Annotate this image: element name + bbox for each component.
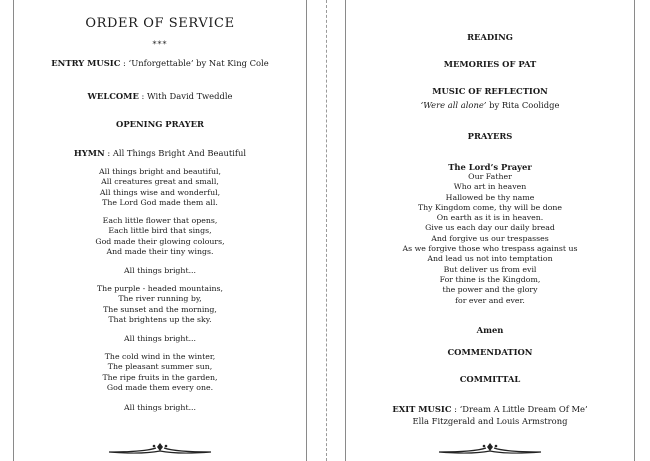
opening-prayer-heading: OPENING PRAYER — [116, 119, 204, 129]
verse-line: The sunset and the morning, — [103, 304, 217, 314]
hymn-label: HYMN — [73, 148, 105, 158]
commendation-heading: COMMENDATION — [447, 347, 533, 357]
prayers-heading: PRAYERS — [467, 131, 513, 141]
verse-line: All things bright... — [123, 403, 197, 412]
hymn-line — [14, 148, 306, 158]
verse-line: The pleasant summer sun, — [107, 362, 213, 372]
hymn-chorus-3 — [14, 403, 306, 413]
verse-line: The purple - headed mountains, — [96, 284, 223, 293]
verse-line: God made their glowing colours, — [95, 236, 225, 246]
prayer-line: Give us each day our daily bread — [425, 223, 555, 233]
welcome-text: With David Tweddle — [146, 91, 233, 101]
welcome-label: WELCOME — [87, 91, 139, 101]
prayer-line: For thine is the Kingdom, — [439, 274, 541, 284]
hymn-chorus-2 — [14, 334, 306, 344]
flourish-ornament — [346, 441, 634, 455]
center-fold-line — [326, 0, 327, 461]
welcome-sep: : — [138, 91, 147, 101]
verse-line: And made their tiny wings. — [106, 246, 214, 256]
exit-music-line — [346, 404, 634, 414]
hymn-verse-1 — [14, 167, 306, 208]
prayer-line: Hallowed be thy name — [445, 192, 535, 202]
exit-artists: Ella Fitzgerald and Louis Armstrong — [412, 416, 568, 426]
prayer-line: As we forgive those who trespass against us — [402, 244, 578, 254]
prayer-line: On earth as it is in heaven. — [436, 213, 544, 223]
exit-music-text: ‘Dream A Little Dream Of Me’ — [459, 404, 588, 414]
prayer-line: Our Father — [468, 172, 512, 181]
entry-music-text: ‘Unforgettable’ by Nat King Cole — [128, 58, 269, 68]
hymn-verse-2 — [14, 216, 306, 257]
verse-line: God made them every one. — [106, 382, 214, 392]
memories-heading: MEMORIES OF PAT — [443, 59, 537, 69]
flourish-ornament — [14, 441, 306, 455]
prayer-line: the power and the glory — [442, 285, 538, 295]
prayer-line: And lead us not into temptation — [427, 254, 553, 264]
verse-line: Each little bird that sings, — [108, 226, 212, 236]
lords-prayer-text — [346, 172, 634, 306]
hymn-sep: : — [104, 148, 113, 158]
prayer-line: Thy Kingdom come, thy will be done — [417, 202, 563, 212]
verse-line: The river running by, — [118, 294, 202, 304]
verse-line: The cold wind in the winter, — [104, 352, 216, 361]
verse-line: Each little flower that opens, — [102, 216, 218, 225]
left-page — [13, 0, 307, 461]
page-title: ORDER OF SERVICE — [85, 16, 235, 31]
right-page — [345, 0, 635, 461]
stars-separator: *** — [152, 40, 168, 49]
welcome-line — [14, 91, 306, 101]
prayer-line: for ever and ever. — [455, 295, 525, 305]
reflection-artist: by Rita Coolidge — [486, 100, 560, 110]
verse-line: That brightens up the sky. — [108, 314, 212, 324]
verse-line: All things bright... — [123, 334, 197, 343]
hymn-verse-4 — [14, 352, 306, 393]
verse-line: All things wise and wonderful, — [99, 187, 221, 197]
reflection-song: ‘Were all alone’ — [420, 100, 487, 110]
verse-line: The Lord God made them all. — [102, 197, 218, 207]
verse-line: The ripe fruits in the garden, — [102, 372, 218, 382]
reading-heading: READING — [467, 32, 513, 42]
prayer-line: And forgive us our trespasses — [431, 233, 549, 243]
lords-prayer-title: The Lord’s Prayer — [448, 162, 532, 172]
reflection-heading: MUSIC OF REFLECTION — [432, 86, 548, 96]
entry-music-sep: : — [120, 58, 129, 68]
committal-heading: COMMITTAL — [459, 374, 521, 384]
verse-line: All things bright... — [123, 266, 197, 275]
prayer-line: But deliver us from evil — [443, 264, 537, 274]
hymn-chorus-1 — [14, 266, 306, 276]
amen-text: Amen — [476, 325, 504, 335]
entry-music-line — [14, 58, 306, 68]
verse-line: All things bright and beautiful, — [99, 167, 221, 176]
exit-music-sep: : — [451, 404, 460, 414]
exit-music-label: EXIT MUSIC — [392, 404, 452, 414]
entry-music-label: ENTRY MUSIC — [51, 58, 121, 68]
verse-line: All creatures great and small, — [101, 177, 219, 187]
hymn-title: All Things Bright And Beautiful — [112, 148, 247, 158]
reflection-song-line — [346, 100, 634, 110]
hymn-verse-3 — [14, 284, 306, 325]
prayer-line: Who art in heaven — [453, 182, 527, 192]
